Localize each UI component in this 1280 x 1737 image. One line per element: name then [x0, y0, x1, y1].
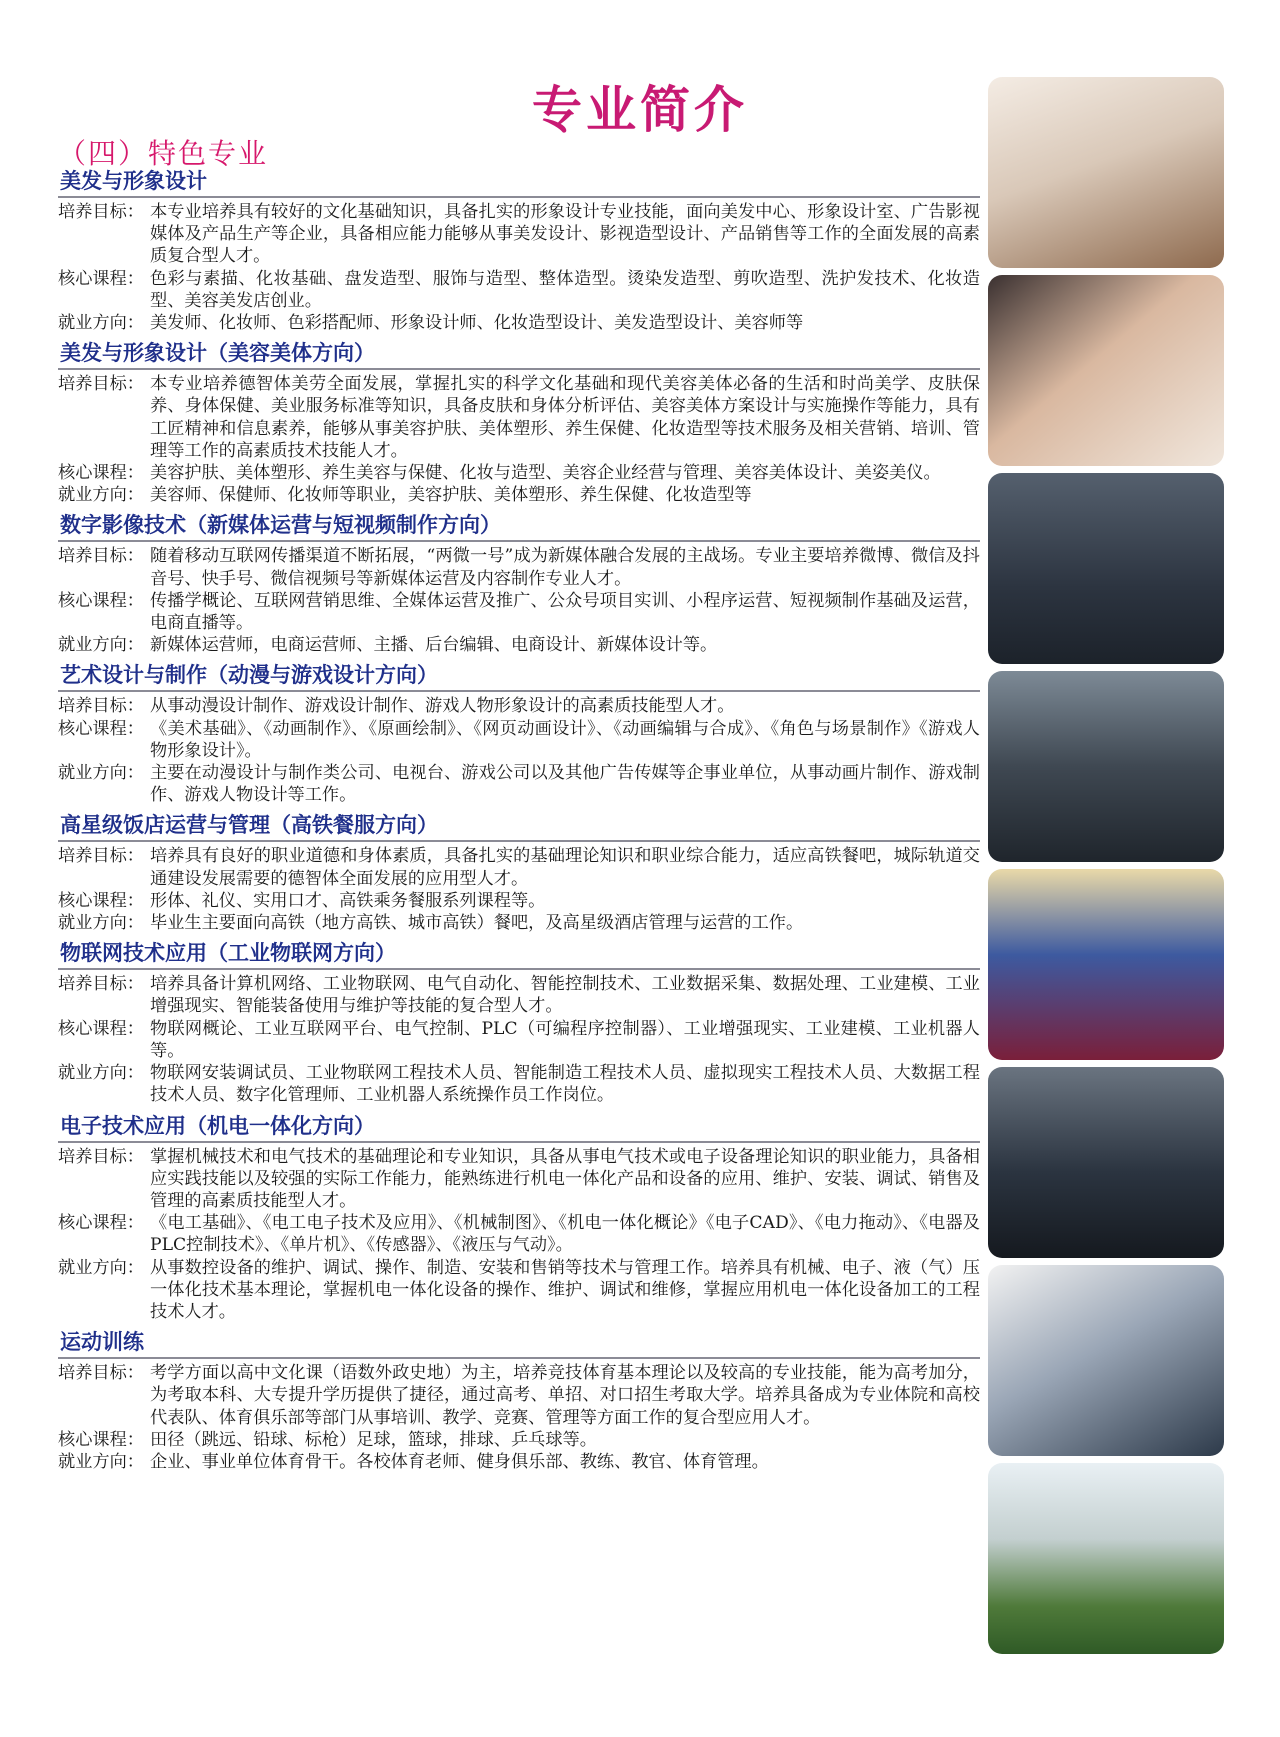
goal-row: [58, 1362, 980, 1429]
goal-row: [58, 695, 980, 717]
major-block: [58, 660, 980, 806]
major-title: 物联网技术应用（工业物联网方向）: [58, 938, 980, 970]
photo-electronics-lab: [988, 1265, 1224, 1456]
goal-label: 培养目标：: [58, 202, 144, 222]
job-row: [58, 634, 980, 656]
course-label: 核心课程：: [58, 590, 144, 611]
job-label: 就业方向：: [58, 913, 144, 934]
goal-text: 从事动漫设计制作、游戏设计制作、游戏人物形象设计的高素质技能型人才。: [150, 696, 735, 717]
job-label: 就业方向：: [58, 635, 144, 656]
major-block: [58, 938, 980, 1106]
course-text: 形体、礼仪、实用口才、高铁乘务餐服系列课程等。: [150, 890, 546, 911]
major-block: [58, 810, 980, 934]
goal-text: 考学方面以高中文化课（语数外政史地）为主，培养竞技体育基本理论以及较高的专业技能，能为高考加分，为考取本科、大专提升学历提供了捷径，通过高考、单招、对口招生考取大学。培养具备成为专业体院和高校代表队、体育俱乐部等部门从事培训、教学、竞赛、管理等方面工作的复合型应用人才。: [150, 1363, 980, 1428]
goal-text: 培养具有良好的职业道德和身体素质，具备扎实的基础理论知识和职业综合能力，适应高铁餐吧，城际轨道交通建设发展需要的德智体全面发展的应用型人才。: [150, 846, 980, 889]
job-row: [58, 1257, 980, 1324]
goal-label: 培养目标：: [58, 546, 144, 567]
goal-row: [58, 845, 980, 889]
course-row: [58, 890, 980, 912]
major-title: 数字影像技术（新媒体运营与短视频制作方向）: [58, 510, 980, 542]
job-row: [58, 1451, 980, 1473]
course-text: 色彩与素描、化妆基础、盘发造型、服饰与造型、整体造型。烫染发造型、剪吹造型、洗护发技术、化妆造型、美容美发店创业。: [150, 268, 980, 311]
job-row: [58, 912, 980, 934]
major-title: 艺术设计与制作（动漫与游戏设计方向）: [58, 660, 980, 692]
goal-text: 随着移动互联网传播渠道不断拓展，“两微一号”成为新媒体融合发展的主战场。专业主要培养微博、微信及抖音号、快手号、微信视频号等新媒体运营及内容制作专业人才。: [150, 546, 980, 589]
major-title: 电子技术应用（机电一体化方向）: [58, 1111, 980, 1143]
job-row: [58, 312, 980, 334]
job-text: 主要在动漫设计与制作类公司、电视台、游戏公司以及其他广告传媒等企事业单位，从事动画片制作、游戏制作、游戏人物设计等工作。: [150, 763, 980, 806]
goal-row: [58, 545, 980, 589]
job-label: 就业方向：: [58, 1451, 144, 1472]
course-label: 核心课程：: [58, 1213, 144, 1234]
goal-row: [58, 1146, 980, 1213]
course-row: [58, 590, 980, 634]
photo-media-lab: [988, 473, 1224, 664]
course-row: [58, 1429, 980, 1451]
goal-label: 培养目标：: [58, 974, 144, 995]
course-row: [58, 1018, 980, 1062]
course-label: 核心课程：: [58, 718, 144, 739]
goal-text: 本专业培养具有较好的文化基础知识，具备扎实的形象设计专业技能，面向美发中心、形象设计室、广告影视媒体及产品生产等企业，具备相应能力能够从事美发设计、影视造型设计、产品销售等工作的全面发展的高素质复合型人才。: [150, 202, 980, 267]
major-title: 运动训练: [58, 1327, 980, 1359]
course-label: 核心课程：: [58, 1429, 144, 1450]
majors-list: [58, 166, 980, 1477]
job-label: 就业方向：: [58, 485, 144, 506]
photo-computer-lab: [988, 671, 1224, 862]
photo-sports-field: [988, 1463, 1224, 1654]
job-label: 就业方向：: [58, 1257, 144, 1278]
job-row: [58, 1062, 980, 1106]
job-label: 就业方向：: [58, 763, 144, 784]
major-block: [58, 1327, 980, 1473]
goal-label: 培养目标：: [58, 1146, 144, 1167]
major-title: 高星级饭店运营与管理（高铁餐服方向）: [58, 810, 980, 842]
photo-beauty-makeup: [988, 275, 1224, 466]
course-label: 核心课程：: [58, 1018, 144, 1039]
course-label: 核心课程：: [58, 268, 144, 289]
major-title: 美发与形象设计: [58, 166, 980, 198]
course-text: 美容护肤、美体塑形、养生美容与保健、化妆与造型、美容企业经营与管理、美容美体设计、美姿美仪。: [150, 463, 941, 484]
course-text: 田径（跳远、铅球、标枪）足球，篮球，排球、乒乓球等。: [150, 1429, 597, 1450]
goal-row: [58, 201, 980, 268]
photo-hairdressing-class: [988, 77, 1224, 268]
goal-label: 培养目标：: [58, 374, 144, 395]
course-text: 《电工基础》、《电工电子技术及应用》、《机械制图》、《机电一体化概论》《电子CAD》、《电力拖动》、《电器及PLC控制技术》、《单片机》、《传感器》、《液压与气动》。: [150, 1213, 980, 1256]
photo-column: [988, 77, 1224, 1661]
job-text: 物联网安装调试员、工业物联网工程技术人员、智能制造工程技术人员、虚拟现实工程技术人员、大数据工程技术人员、数字化管理师、工业机器人系统操作员工作岗位。: [150, 1063, 980, 1106]
course-row: [58, 1212, 980, 1256]
job-text: 从事数控设备的维护、调试、操作、制造、安装和售销等技术与管理工作。培养具有机械、电子、液（气）压一体化技术基本理论，掌握机电一体化设备的操作、维护、调试和维修，掌握应用机电一体化设备加工的工程技术人才。: [150, 1257, 980, 1322]
page-title: 专业简介: [532, 81, 748, 139]
job-text: 新媒体运营师，电商运营师、主播、后台编辑、电商设计、新媒体设计等。: [150, 635, 718, 656]
major-block: [58, 338, 980, 506]
goal-label: 培养目标：: [58, 846, 144, 867]
course-label: 核心课程：: [58, 890, 144, 911]
goal-text: 掌握机械技术和电气技术的基础理论和专业知识，具备从事电气技术或电子设备理论知识的职业能力，具备相应实践技能以及较强的实际工作能力，能熟练进行机电一体化产品和设备的应用、维护、安装、调试、销售及管理的高素质技能型人才。: [150, 1146, 980, 1211]
photo-railway-attendants: [988, 869, 1224, 1060]
job-text: 企业、事业单位体育骨干。各校体育老师、健身俱乐部、教练、教官、体育管理。: [150, 1451, 769, 1472]
job-label: 就业方向：: [58, 1063, 144, 1084]
photo-iot-workshop: [988, 1067, 1224, 1258]
major-block: [58, 1111, 980, 1324]
major-block: [58, 510, 980, 656]
course-row: [58, 462, 980, 484]
job-text: 毕业生主要面向高铁（地方高铁、城市高铁）餐吧，及高星级酒店管理与运营的工作。: [150, 913, 804, 934]
course-row: [58, 718, 980, 762]
job-text: 美容师、保健师、化妆师等职业，美容护肤、美体塑形、养生保健、化妆造型等: [150, 485, 752, 506]
goal-row: [58, 973, 980, 1017]
job-label: 就业方向：: [58, 313, 144, 334]
goal-label: 培养目标：: [58, 1363, 144, 1384]
major-title: 美发与形象设计（美容美体方向）: [58, 338, 980, 370]
course-text: 《美术基础》、《动画制作》、《原画绘制》、《网页动画设计》、《动画编辑与合成》、《角色与场景制作》《游戏人物形象设计》。: [150, 718, 980, 761]
job-row: [58, 762, 980, 806]
job-text: 美发师、化妆师、色彩搭配师、形象设计师、化妆造型设计、美发造型设计、美容师等: [150, 313, 804, 334]
goal-label: 培养目标：: [58, 696, 144, 717]
goal-text: 本专业培养德智体美劳全面发展，掌握扎实的科学文化基础和现代美容美体必备的生活和时尚美学、皮肤保养、身体保健、美业服务标准等知识，具备皮肤和身体分析评估、美容美体方案设计与实施操作等能力，具有工匠精神和信息素养，能够从事美容护肤、美体塑形、养生保健、化妆造型等技术服务及相关营销、培训、管理等工作的高素质技术技能人才。: [150, 374, 980, 461]
course-text: 传播学概论、互联网营销思维、全媒体运营及推广、公众号项目实训、小程序运营、短视频制作基础及运营，电商直播等。: [150, 590, 980, 634]
job-row: [58, 484, 980, 506]
course-text: 物联网概论、工业互联网平台、电气控制、PLC（可编程序控制器）、工业增强现实、工业建模、工业机器人等。: [150, 1018, 980, 1061]
section-title: （四）特色专业: [58, 137, 269, 170]
goal-text: 培养具备计算机网络、工业物联网、电气自动化、智能控制技术、工业数据采集、数据处理、工业建模、工业增强现实、智能装备使用与维护等技能的复合型人才。: [150, 974, 980, 1017]
course-row: [58, 268, 980, 312]
course-label: 核心课程：: [58, 463, 144, 484]
goal-row: [58, 373, 980, 462]
major-block: [58, 166, 980, 334]
